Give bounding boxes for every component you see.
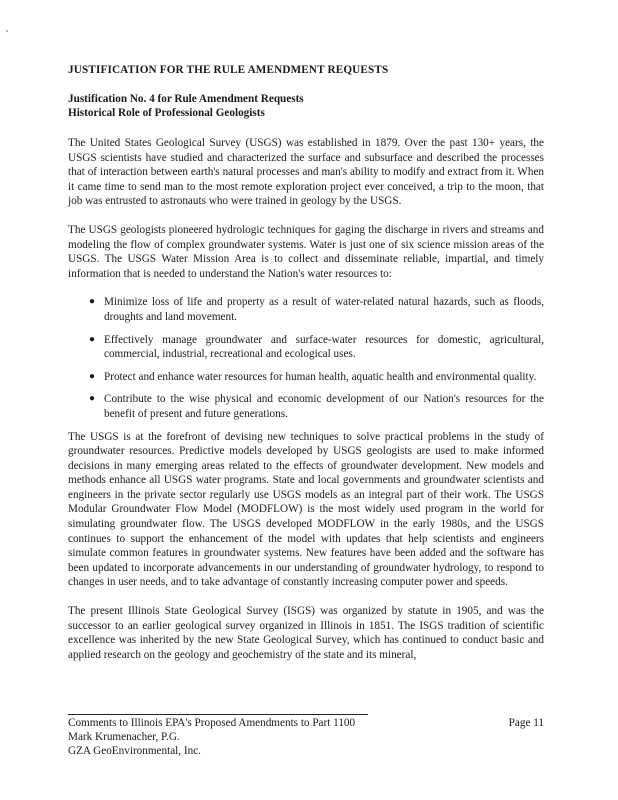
scan-speck xyxy=(6,30,8,32)
subheading-block xyxy=(68,92,544,120)
page-body xyxy=(68,64,544,676)
list-item-text: Minimize loss of life and property as a result of water-related natural hazards, such as floods, droughts and land movement. xyxy=(104,296,544,323)
bullet-icon: ● xyxy=(89,393,96,405)
list-item-text: Effectively manage groundwater and surface-water resources for domestic, agricultural, commercial, industrial, recreational and ecological uses. xyxy=(104,333,544,361)
list-item xyxy=(68,295,544,324)
footer-divider xyxy=(68,714,368,715)
footer-line-1 xyxy=(68,716,544,730)
paragraph-usgs-hydrology: The USGS geologists pioneered hydrologic techniques for gaging the discharge in rivers and streams and modeling the flow of complex groundwater systems. Water is just one of six science mission areas of the USGS. The USGS Water Mission Area is to collect and disseminate reliable, impartial, and timely information that is needed to understand the Nation's water resources to: xyxy=(68,223,544,280)
footer-company: GZA GeoEnvironmental, Inc. xyxy=(68,745,201,757)
list-item-text: Protect and enhance water resources for human health, aquatic health and environmental quality. xyxy=(104,370,537,383)
page-footer xyxy=(68,714,544,758)
bullet-icon: ● xyxy=(89,333,96,345)
water-mission-list xyxy=(68,295,544,421)
footer-document-title: Comments to Illinois EPA's Proposed Amendments to Part 1100 xyxy=(68,717,356,729)
paragraph-usgs-models: The USGS is at the forefront of devising new techniques to solve practical problems in the study of groundwater resources. Predictive models developed by USGS geologists are used to make informed decisions in many emerging areas related to the effects of groundwater development. New models and methods enhance all USGS water programs. State and local governments and groundwater scientists and engineers in the private sector regularly use USGS models as an integral part of their work. The USGS Modular Groundwater Flow Model (MODFLOW) is the most widely used program in the world for simulating groundwater flow. The USGS developed MODFLOW in the early 1980s, and the USGS continues to support the enhancement of the model with updates that help scientists and engineers simulate common features in groundwater systems. New features have been added and the software has been updated to incorporate advancements in our understanding of groundwater hydrology, to respond to changes in user needs, and to take advantage of constantly increasing computer power and speeds. xyxy=(68,430,544,589)
bullet-icon: ● xyxy=(89,370,96,382)
justification-title: Justification No. 4 for Rule Amendment Requests xyxy=(68,93,304,105)
footer-author: Mark Krumenacher, P.G. xyxy=(68,731,180,743)
page-number: Page 11 xyxy=(508,717,544,729)
justification-subtitle: Historical Role of Professional Geologists xyxy=(68,107,265,119)
paragraph-isgs: The present Illinois State Geological Survey (ISGS) was organized by statute in 1905, and was the successor to an earlier geological survey organized in Illinois in 1851. The ISGS tradition of scientific excellence was inherited by the new State Geological Survey, which has continued to conduct basic and applied research on the geology and geochemistry of the state and its mineral, xyxy=(68,605,544,661)
list-item xyxy=(68,333,544,362)
footer-line-3 xyxy=(68,744,544,758)
list-item xyxy=(68,392,544,421)
footer-line-2 xyxy=(68,730,544,744)
list-item xyxy=(68,370,544,385)
section-heading: JUSTIFICATION FOR THE RULE AMENDMENT REQUESTS xyxy=(68,64,389,76)
bullet-icon: ● xyxy=(89,296,96,308)
paragraph-usgs-history: The United States Geological Survey (USGS) was established in 1879. Over the past 130+ years, the USGS scientists have studied and characterized the surface and subsurface and described the processes that of interaction between earth's natural processes and man's ability to modify and extract from it. When it came time to send man to the most remote exploration project ever conceived, a trip to the moon, that job was entrusted to astronauts who were trained in geology by the USGS. xyxy=(68,137,544,208)
list-item-text: Contribute to the wise physical and economic development of our Nation's resources for the benefit of present and future generations. xyxy=(104,393,544,420)
